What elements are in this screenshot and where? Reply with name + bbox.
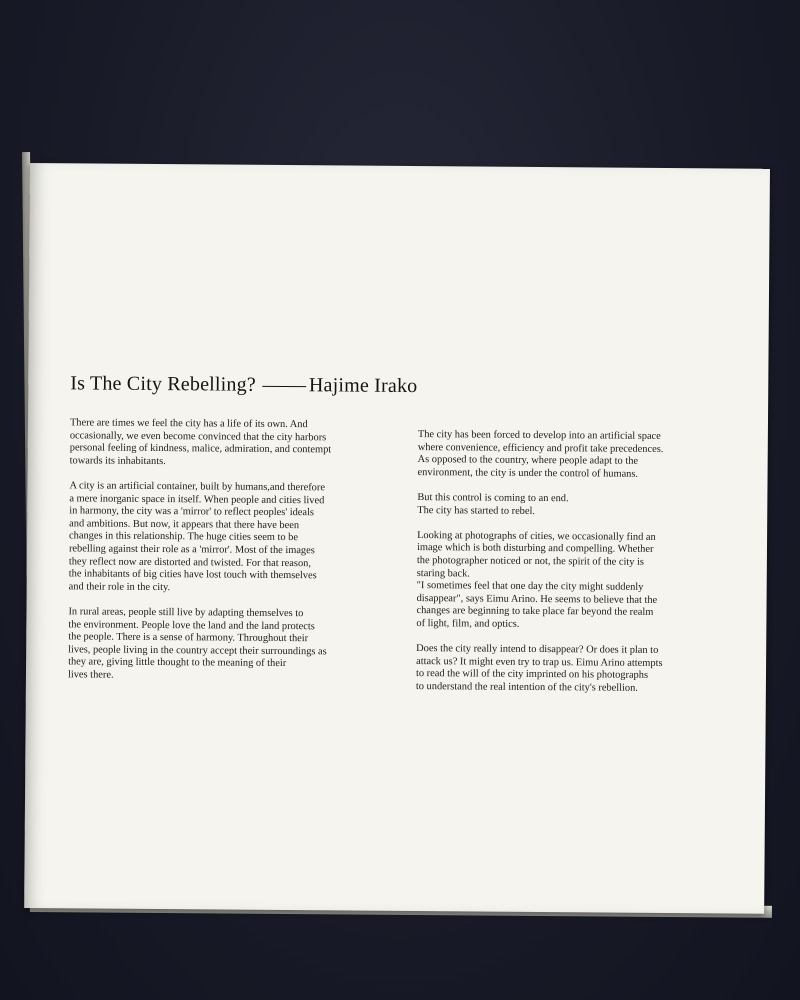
text-line: changes in this relationship. The huge cities seem to be xyxy=(69,530,299,544)
text-line: the photographer noticed or not, the spirit of the city is xyxy=(416,554,645,568)
text-line: of light, film, and optics. xyxy=(416,617,520,630)
paragraph xyxy=(416,530,737,633)
text-line: a mere inorganic space in itself. When people and cities lived xyxy=(69,492,325,506)
text-line: As opposed to the country, where people adapt to the xyxy=(417,454,639,467)
text-line: A city is an artificial container, built by humans,and therefore xyxy=(69,480,326,494)
text-line: Does the city really intend to disappear? Or does it plan to xyxy=(416,643,659,657)
paragraph xyxy=(68,606,379,684)
text-line: personal feeling of kindness, malice, admiration, and contempt xyxy=(69,442,332,456)
text-line: occasionally, we even become convinced that the city harbors xyxy=(69,429,327,443)
text-line: the environment. People love the land and the land protects xyxy=(68,618,315,632)
text-line: changes are beginning to take place far beyond the realm xyxy=(416,605,654,619)
text-line: attack us? It might even try to trap us. Eimu Arino attempts xyxy=(416,655,663,669)
text-line: they are, giving little thought to the meaning of their xyxy=(68,656,287,670)
text-line: they reflect now are distorted and twisted. For that reason, xyxy=(68,555,312,569)
text-line: and their role in the city. xyxy=(68,581,171,593)
text-line: The city has been forced to develop into an artificial space xyxy=(417,429,661,442)
text-line: the inhabitants of big cities have lost touch with themselves xyxy=(68,568,317,582)
text-line: disappear", says Eimu Arino. He seems to believe that the xyxy=(416,592,658,606)
left-text-column xyxy=(68,417,380,696)
text-line: There are times we feel the city has a life of its own. And xyxy=(69,417,308,431)
text-line: rebelling against their role as a 'mirror'. Most of the images xyxy=(68,543,315,557)
right-text-column xyxy=(416,429,738,709)
text-line: where convenience, efficiency and profit take precedences. xyxy=(417,441,664,455)
text-line: "I sometimes feel that one day the city might suddenly xyxy=(416,580,644,593)
text-line: towards its inhabitants. xyxy=(69,455,166,467)
text-line: to understand the real intention of the city's rebellion. xyxy=(415,680,638,694)
article-heading xyxy=(70,372,417,398)
paragraph xyxy=(69,480,380,596)
text-line: Looking at photographs of cities, we occasionally find an xyxy=(417,529,656,543)
text-line: the people. There is a sense of harmony. Throughout their xyxy=(68,631,309,645)
text-line: lives there. xyxy=(67,669,114,681)
article-author: Hajime Irako xyxy=(308,374,418,398)
text-line: and ambitions. But now, it appears that there have been xyxy=(69,518,300,531)
paragraph xyxy=(417,492,737,520)
em-dash-rule xyxy=(262,386,306,388)
text-line: environment, the city is under the control of humans. xyxy=(417,466,639,480)
text-line: But this control is coming to an end. xyxy=(417,492,569,505)
article-title: Is The City Rebelling? xyxy=(70,372,257,396)
paragraph xyxy=(70,417,380,470)
text-line: In rural areas, people still live by adapting themselves to xyxy=(68,606,304,620)
text-line: The city has started to rebel. xyxy=(417,504,536,517)
text-line: in harmony, the city was a 'mirror' to reflect peoples' ideals xyxy=(69,505,315,519)
book-page xyxy=(24,163,770,914)
paragraph xyxy=(416,643,736,696)
text-line: lives, people living in the country accept their surroundings as xyxy=(68,644,327,658)
text-line: staring back. xyxy=(416,567,470,579)
text-line: to read the will of the city imprinted on his photographs xyxy=(415,668,649,682)
paragraph xyxy=(418,429,738,482)
text-line: image which is both disturbing and compelling. Whether xyxy=(416,542,654,556)
